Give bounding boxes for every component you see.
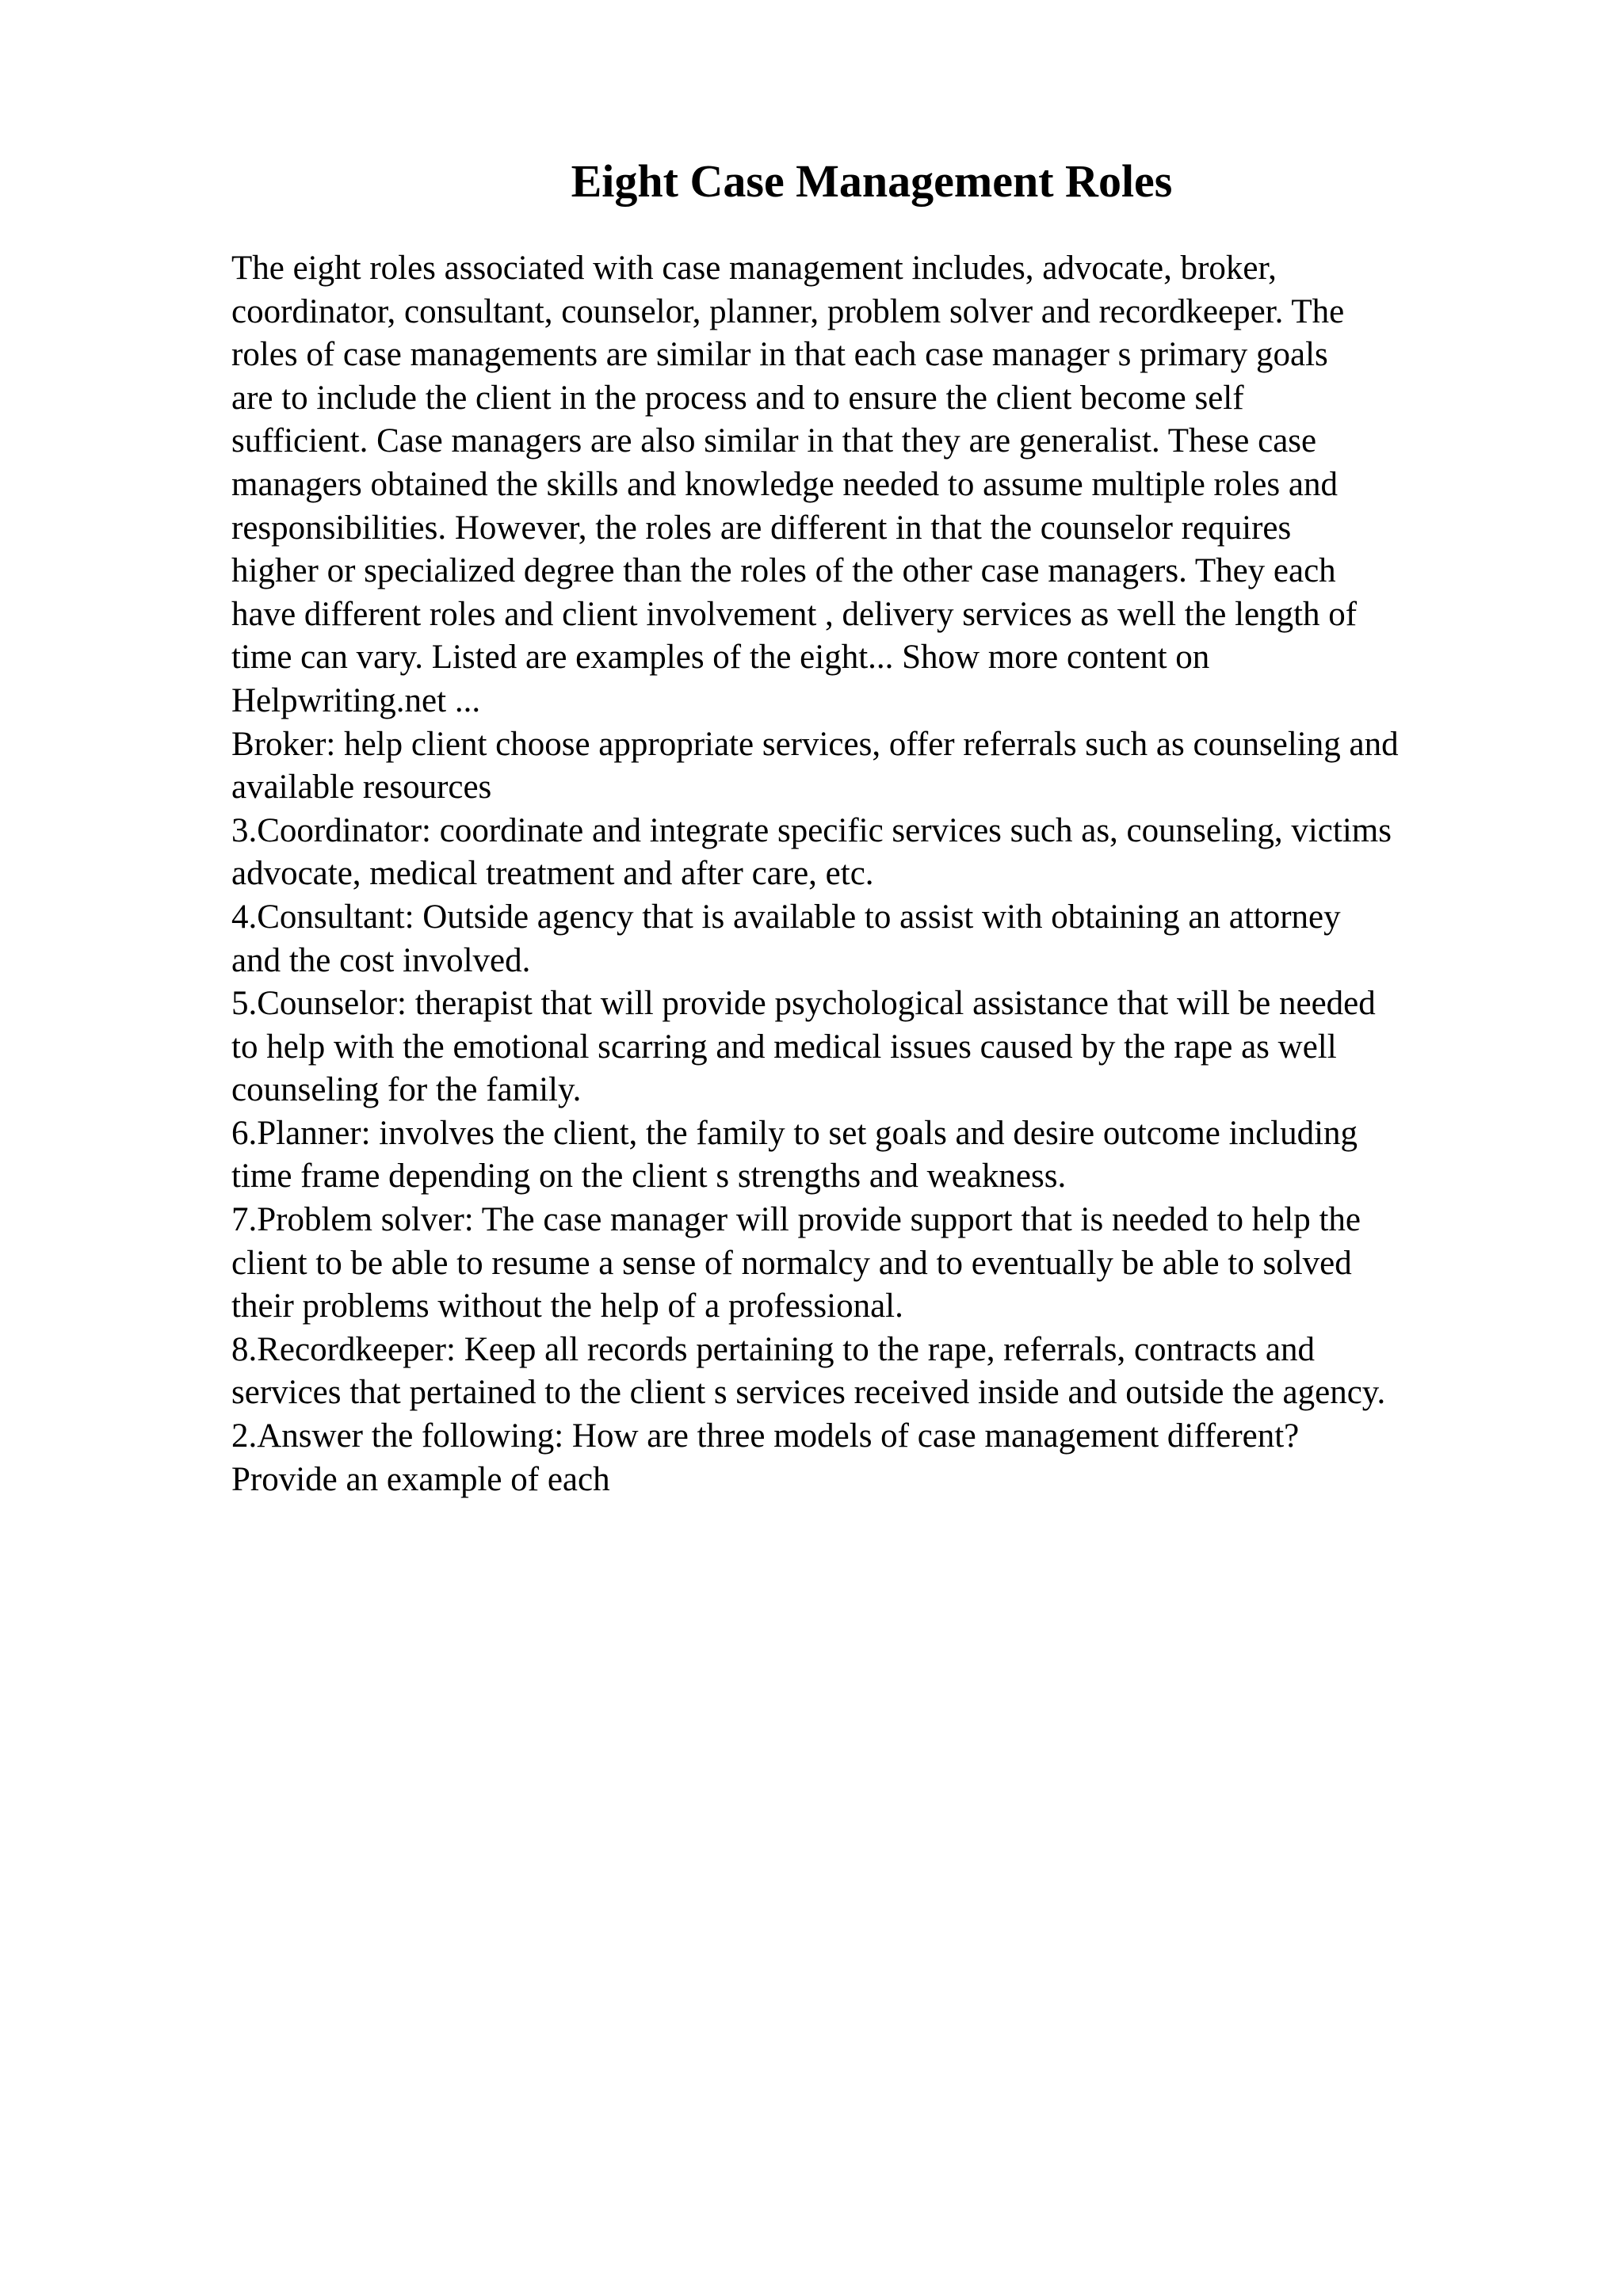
body-line: 4.Consultant: Outside agency that is available to assist with obtaining an attorney (231, 898, 1341, 936)
body-line: 8.Recordkeeper: Keep all records pertaining to the rape, referrals, contracts and (231, 1330, 1315, 1368)
body-line: 2.Answer the following: How are three models of case management different? (231, 1417, 1300, 1455)
body-line: Broker: help client choose appropriate services, offer referrals such as counseling and (231, 725, 1399, 763)
body-line: to help with the emotional scarring and medical issues caused by the rape as well (231, 1028, 1337, 1066)
body-line: responsibilities. However, the roles are different in that the counselor requires (231, 509, 1292, 547)
body-line: time frame depending on the client s strengths and weakness. (231, 1158, 1067, 1196)
document-body (231, 247, 1515, 1501)
body-line: managers obtained the skills and knowledge needed to assume multiple roles and (231, 465, 1338, 503)
body-line: coordinator, consultant, counselor, planner, problem solver and recordkeeper. The (231, 292, 1345, 330)
body-line: time can vary. Listed are examples of the eight... Show more content on (231, 639, 1210, 677)
body-line: their problems without the help of a professional. (231, 1287, 903, 1325)
body-line: 5.Counselor: therapist that will provide psychological assistance that will be needed (231, 985, 1376, 1023)
body-line: services that pertained to the client s services received inside and outside the agency. (231, 1374, 1386, 1412)
body-line: 3.Coordinator: coordinate and integrate specific services such as, counseling, victims (231, 811, 1392, 849)
body-line: and the cost involved. (231, 941, 531, 979)
body-line: available resources (231, 769, 492, 807)
body-line: Provide an example of each (231, 1460, 610, 1498)
document-title: Eight Case Management Roles (571, 155, 1173, 207)
body-line: roles of case managements are similar in that each case manager s primary goals (231, 336, 1328, 374)
body-line: 7.Problem solver: The case manager will provide support that is needed to help the (231, 1201, 1361, 1239)
body-line: are to include the client in the process and to ensure the client become self (231, 379, 1244, 417)
body-line: The eight roles associated with case management includes, advocate, broker, (231, 250, 1277, 287)
body-line: advocate, medical treatment and after care, etc. (231, 855, 874, 893)
body-line: Helpwriting.net ... (231, 681, 481, 719)
body-line: higher or specialized degree than the roles of the other case managers. They each (231, 552, 1336, 590)
body-line: have different roles and client involvement , delivery services as well the length of (231, 595, 1358, 633)
body-line: sufficient. Case managers are also similar in that they are generalist. These case (231, 422, 1317, 460)
body-line: client to be able to resume a sense of normalcy and to eventually be able to solved (231, 1244, 1352, 1282)
body-line: 6.Planner: involves the client, the family to set goals and desire outcome including (231, 1114, 1358, 1152)
body-line: counseling for the family. (231, 1071, 582, 1109)
